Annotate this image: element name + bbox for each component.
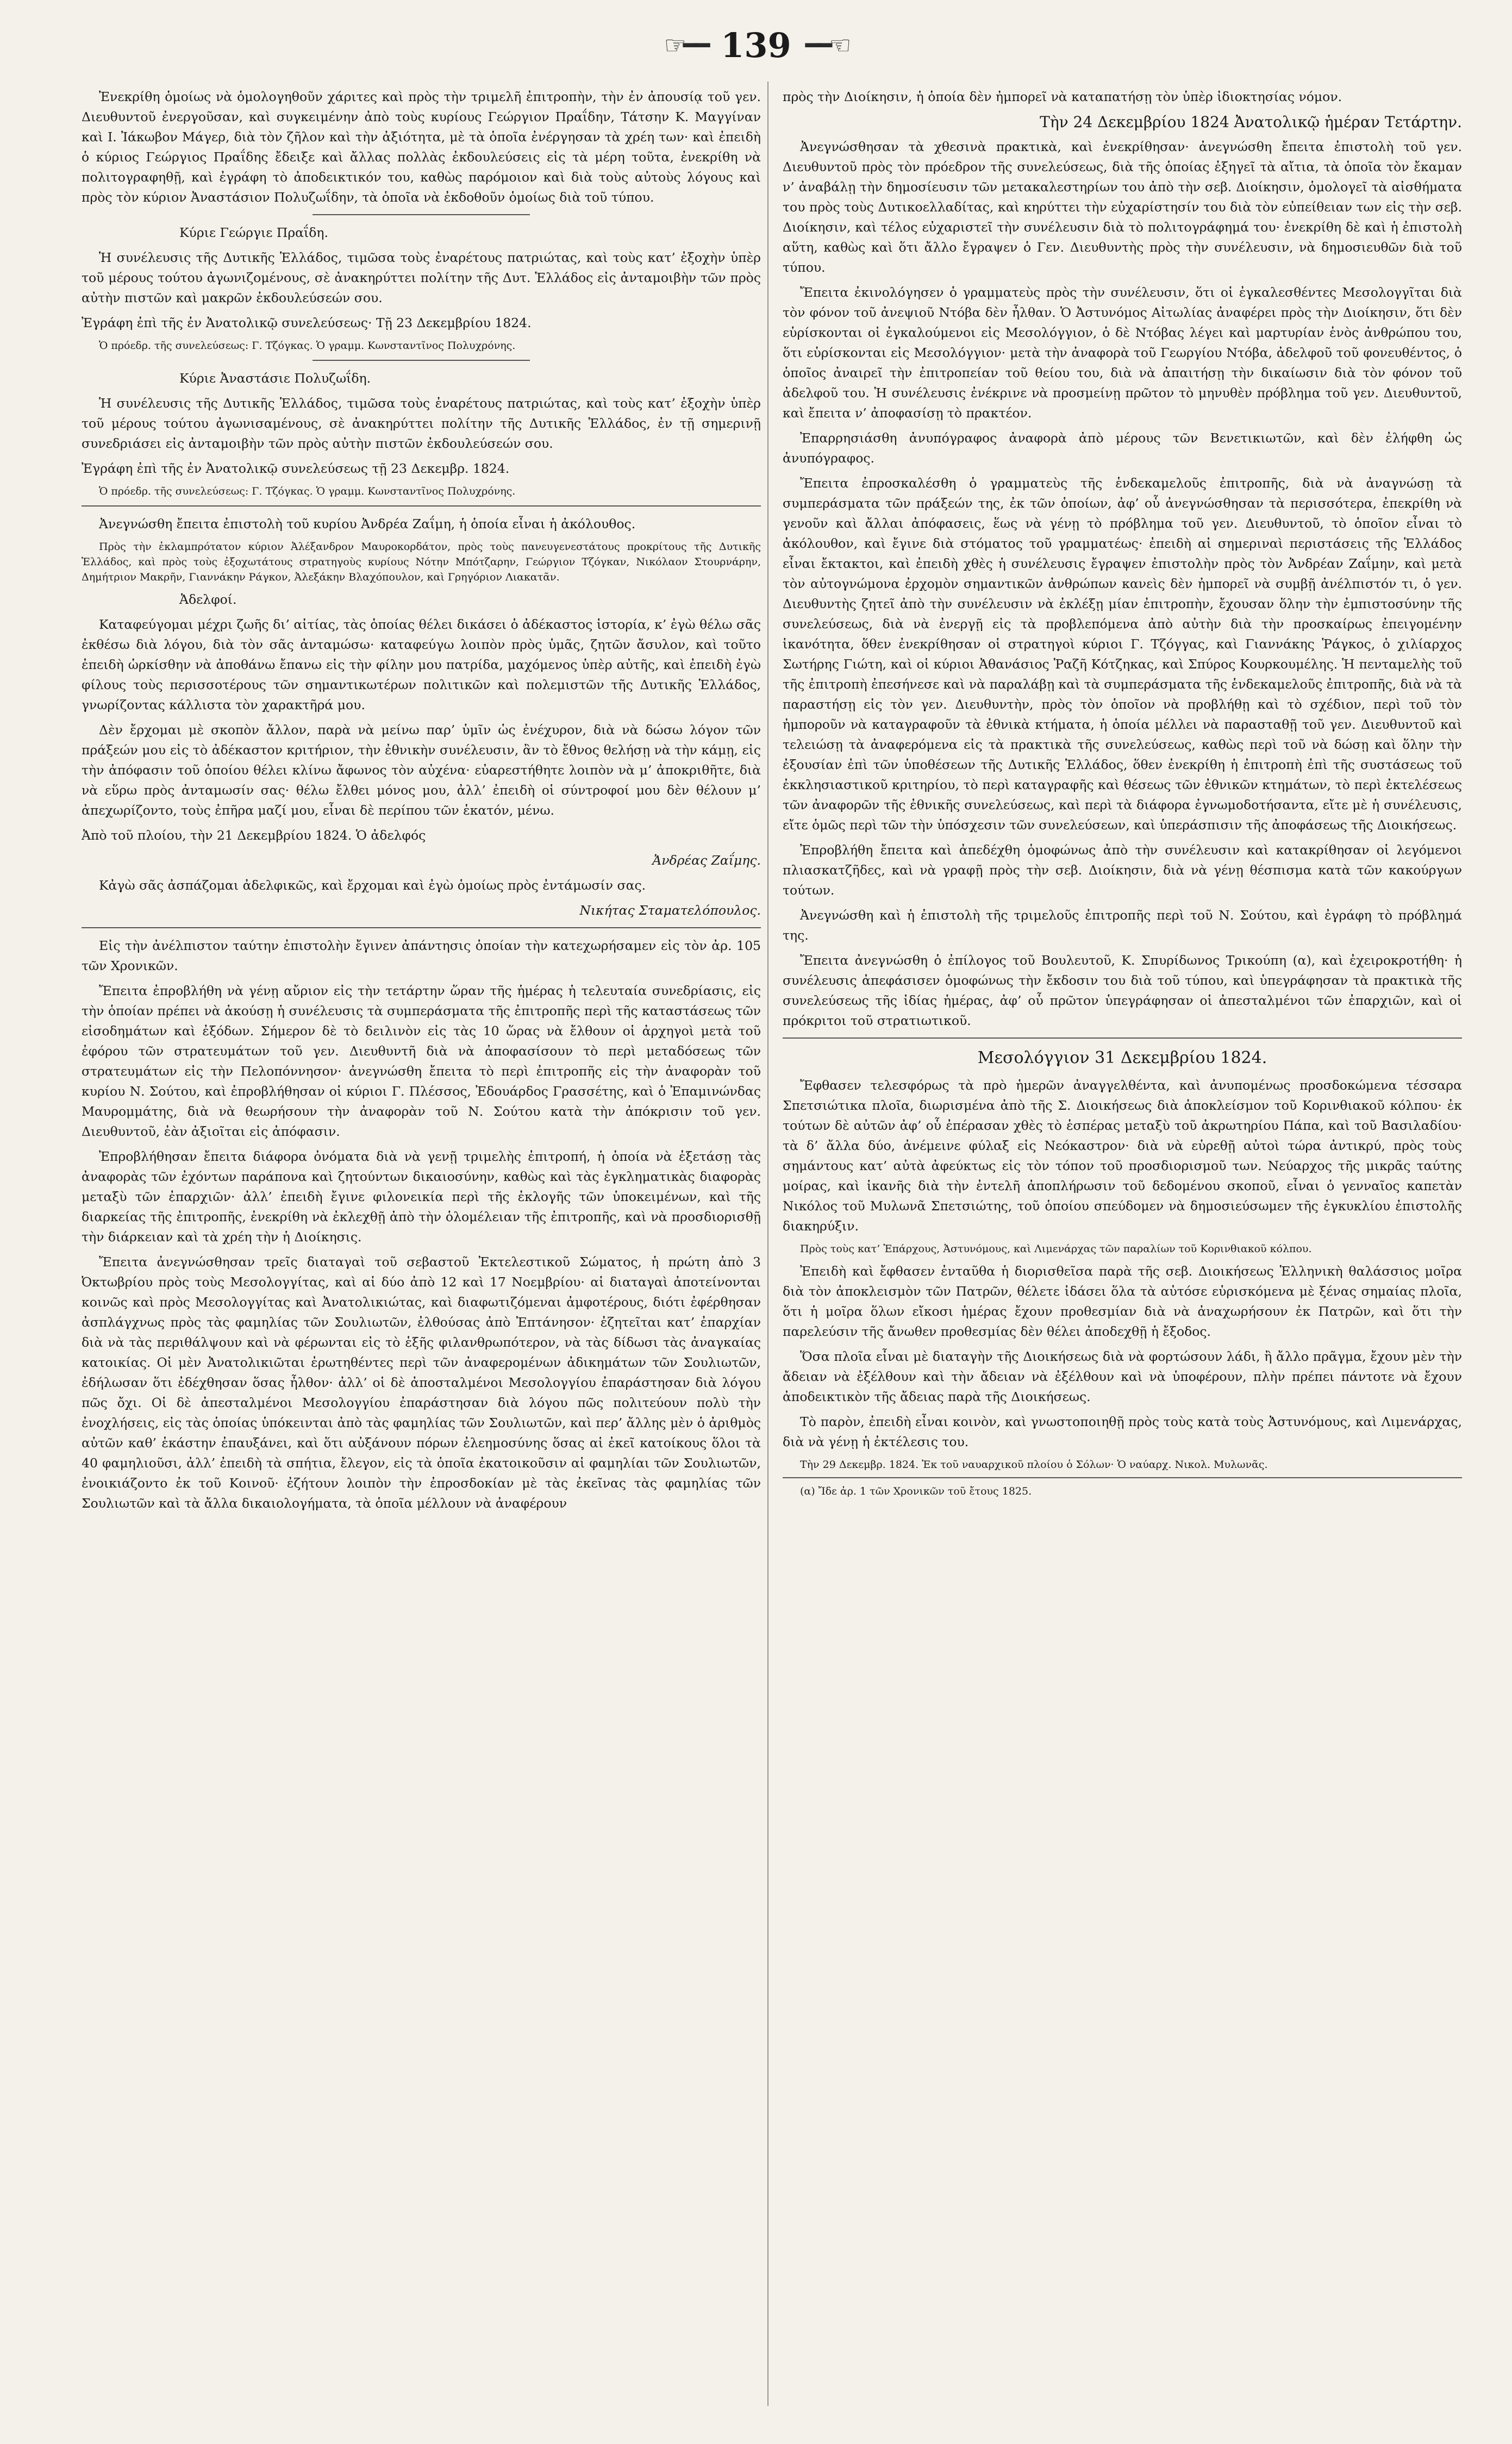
signature-line: Τὴν 29 Δεκεμβρ. 1824. Ἐκ τοῦ ναυαρχικοῦ πλοίου ὁ Σόλων· Ὁ ναύαρχ. Νικολ. Μυλωνᾶς. bbox=[800, 1459, 1268, 1471]
paragraph: Τὸ παρὸν, ἐπειδὴ εἶναι κοινὸν, καὶ γνωστοποιηθῇ πρὸς τοὺς κατὰ τοὺς Ἀστυνόμους, καὶ Λιμενάρχας, διὰ νὰ γένῃ ἡ ἐκτέλεσις του. bbox=[783, 1414, 1462, 1449]
paragraph: Ἔπειτα ἐκινολόγησεν ὁ γραμματεὺς πρὸς τὴν συνέλευσιν, ὅτι οἱ ἐγκαλεσθέντες Μεσολογγῖται διὰ τὸν φόνον τοῦ ἀνεψιοῦ Ντόβα δὲν ἦλθαν. Ὁ Ἀστυνόμος Αἰτωλίας ἀναφέρει πρὸς τὴν Διοίκησιν, ὅτι δὲν εὑρίσκονται οἱ ἐγκαλούμενοι εἰς Μεσολόγγιον, ὁ δὲ Ντόβας λέγει καὶ μαρτυρίαν ἑνὸς ἀνθρώπου του, ὅτι εὑρίσκονται εἰς Μεσολόγγιον· μετὰ τὴν ἀναφορὰ τοῦ Γεωργίου Ντόβα, ἀδελφοῦ τοῦ φονευθέντος, ὁ ὁποῖος ἀναιρεῖ τὴν ἐπιτροπείαν τοῦ θείου του, διὰ νὰ ἀπαιτήσῃ τὴν δικαίωσιν διὰ τὸν φόνον τοῦ ἀδελφοῦ του. Ἡ συνέλευσις ἐνέκρινε νὰ προσμείνῃ πρῶτον τὸ μηνυθὲν πρόβλημα τοῦ γεν. Διευθυντοῦ, καὶ ἔπειτα ν’ ἀποφασίσῃ τὸ πρακτέον. bbox=[783, 285, 1462, 421]
paragraph: Ἔπειτα ἀνεγνώσθη ὁ ἐπίλογος τοῦ Βουλευτοῦ, Κ. Σπυρίδωνος Τρικούπη (α), καὶ ἐχειροκροτήθη· ἡ συνέλευσις ἀπεφάσισεν ὁμοφώνως τὴν ἔκδοσιν του διὰ τοῦ τύπου, καὶ ὑπεγράφησαν τὰ πρακτικὰ τῆς συνελεύσεως τῆς ἰδίας ἡμέρας, ἀφ’ οὗ πρῶτον ὑπεγράφησαν οἱ ἀπεσταλμένοι τῶν ἐπαρχιῶν, καὶ οἱ πρόκριτοι τοῦ στρατιωτικοῦ. bbox=[783, 953, 1462, 1028]
signature-line: Ὁ πρόεδρ. τῆς συνελεύσεως: Γ. Τζόγκας. Ὁ γραμμ. Κωνσταντῖνος Πολυχρόνης. bbox=[99, 485, 516, 497]
paragraph: Ἀνεγνώσθη ἔπειτα ἐπιστολὴ τοῦ κυρίου Ἀνδρέα Ζαΐμη, ἡ ὁποία εἶναι ἡ ἀκόλουθος. bbox=[99, 516, 636, 532]
paragraph: Ἔπειτα ἐπροσκαλέσθη ὁ γραμματεὺς τῆς ἑνδεκαμελοῦς ἐπιτροπῆς, διὰ νὰ ἀναγνώσῃ τὰ συμπεράσματα τῶν πράξεών της, ἐκ τῶν ὁποίων, ἀφ’ οὗ ἀνεγνώσθησαν τὰ περισσότερα, ἐπεκρίθη νὰ γενοῦν καὶ ἄλλαι ἀπόφασεις, ἕως νὰ γένῃ τὸ πρόβλημα τοῦ γεν. Διευθυντοῦ, τὸ ὁποῖον εἶναι τὸ ἀκόλουθον, καὶ ἔγινε διὰ στόματος τοῦ γραμματέως· ἐπειδὴ αἱ σημεριναὶ περιστάσεις τῆς Ἑλλάδος εἶναι ἔκτακτοι, καὶ ἐπειδὴ χθὲς ἡ συνέλευσις ἔγραψεν ἐπιστολὴν πρὸς τὸν Ἀνδρέαν Ζαΐμην, καὶ μετὰ τὸν αὐτογνώμονα ἐρχομὸν σημαντικῶν ἀνθρώπων κανεὶς δὲν ἠμπορεῖ νὰ συμβῇ ἀνέλπιστόν τι, ὁ γεν. Διευθυντὴς ζητεῖ ἀπὸ τὴν συνέλευσιν νὰ ἐκλέξῃ μίαν ἐπιτροπὴν, ἔχουσαν ὅλην τὴν ἐμπιστοσύνην τῆς συνελεύσεως, διὰ νὰ ἐνεργῇ εἰς τὰ προβλεπόμενα ἀπὸ αὐτὴν διὰ τὴν προσκαίρως ἐπειγομένην ἱκανότητα, ὅθεν ἐνεκρίθησαν οἱ στρατηγοὶ κύριοι Γ. Τζόγγας, καὶ Γιαννάκης Ῥάγκος, ὁ χιλίαρχος Σωτήρης Γιώτη, καὶ οἱ κύριοι Ἀθανάσιος Ῥαζῆ Κότζηκας, καὶ Σπύρος Κουρκουμέλης. Ἡ πενταμελὴς τοῦ τῆς ἐπιτροπὴ ἐπεσήνεσε καὶ νὰ παραλάβῃ καὶ τὰ συμπεράσματα τῆς ἑνδεκαμελοῦς ἐπιτροπῆς, διὰ νὰ τὰ παραστήσῃ εἰς τὸν γεν. Διευθυντὴν, πρὸς τὸν ὁποῖον νὰ προβλήθῃ καὶ τὸ σχέδιον, περὶ τοῦ τὸν ἠμποροῦν νὰ καταγραφοῦν τὰ ἐθνικὰ κτήματα, ἡ ὁποία μέλλει νὰ παρασταθῇ τοῦ γεν. Διευθυντοῦ καὶ τελειώσῃ τὰ ἀναφερόμενα εἰς τὰ πρακτικὰ τῆς συνελεύσεως, καθὼς περὶ τοῦ νὰ δώσῃ καὶ ὅλην τὴν ἐξουσίαν ἐπὶ τῶν ὑποθέσεων τῆς Δυτικῆς Ἑλλάδος, ὅθεν ἐνεκρίθη ἡ ἐπιτροπὴ ἐπὶ τῆς συστάσεως τοῦ ἐκκλησιαστικοῦ κριτηρίου, τὸ περὶ καταγραφῆς καὶ θέσεως τῶν ἐθνικῶν κτημάτων, τὸ περὶ ἐκτελέσεως τῶν ἀναφορῶν τῆς ἐθνικῆς συνελεύσεως, καὶ περὶ τὰ διάφορα ἐγνωμοδοτήσαντα, εἴτε μὲ ἡ συνέλευσις, εἴτε ὁμῶς περὶ τῶν τὴν ὑπόσχεσιν τῶν συνελεύσεων, καὶ ὑπεράσπισιν τῆς ἀποφάσεως τῆς Διοικήσεως. bbox=[783, 476, 1462, 833]
paragraph: Ἡ συνέλευσις τῆς Δυτικῆς Ἑλλάδος, τιμῶσα τοὺς ἐναρέτους πατριώτας, καὶ τοὺς κατ’ ἐξοχὴν ὑπὲρ τοῦ μέρους τούτου ἀγωνισαμένους, σὲ ἀνακηρύττει πολίτην τῆς Δυτικῆς Ἑλλάδος, ἐν τῇ σημερινῇ συνεδριάσει εἰς ἀνταμοιβὴν τῶν πρὸς αὐτὴν πιστῶν ἐκδουλεύσεών σου. bbox=[82, 396, 761, 451]
dateline: Τὴν 24 Δεκεμβρίου 1824 Ἀνατολικῷ ἡμέραν Τετάρτην. bbox=[1040, 113, 1462, 131]
paragraph: πρὸς τὴν Διοίκησιν, ἡ ὁποία δὲν ἠμπορεῖ νὰ καταπατήσῃ τὸν ὑπὲρ ἰδιοκτησίας νόμον. bbox=[783, 89, 1342, 104]
salutation: Ἀδελφοί. bbox=[179, 592, 237, 607]
paragraph: Δὲν ἔρχομαι μὲ σκοπὸν ἄλλον, παρὰ νὰ μείνω παρ’ ὑμῖν ὡς ἐνέχυρον, διὰ νὰ δώσω λόγον τῶν πράξεών μου εἰς τὸ ἀδέκαστον κριτήριον, τὴν ἐθνικὴν συνέλευσιν, ἂν τὸ ἔθνος θελήσῃ νὰ τὴν κάμῃ, εἰς τὴν ἀπόφασιν τοῦ ὁποίου θέλει κλίνω ἄφωνος τὸν αὐχένα· εὐαρεστήθητε λοιπὸν νὰ μ’ ἀποκριθῆτε, διὰ νὰ εὕρω πρὸς ἀνταμωσίν σας· θέλω ἔλθει μόνος μου, ἀλλ’ ἐπειδὴ οἱ σύντροφοί μου δὲν θέλουν μ’ ἀπεχωρίζοντο, τοὺς ἐπῆρα μαζί μου, εἶναι δὲ περίπου τῶν ἑκατόν, μένω. bbox=[82, 722, 761, 818]
paragraph: Ἐπροβλήθη ἔπειτα καὶ ἀπεδέχθη ὁμοφώνως ἀπὸ τὴν συνέλευσιν καὶ κατακρίθησαν οἱ λεγόμενοι πλιασκατζῆδες, καὶ νὰ γραφῇ πρὸς τὴν σεβ. Διοίκησιν, διὰ νὰ γένῃ θέσπισμα κατὰ τῶν κακούργων τούτων. bbox=[783, 842, 1462, 898]
separator-rule bbox=[313, 214, 530, 215]
separator-rule bbox=[313, 360, 530, 361]
paragraph: Εἰς τὴν ἀνέλπιστον ταύτην ἐπιστολὴν ἔγινεν ἀπάντησις ὁποίαν τὴν κατεχωρήσαμεν εἰς τὸν ἀρ. 105 τῶν Χρονικῶν. bbox=[82, 938, 761, 973]
paragraph: Ἡ συνέλευσις τῆς Δυτικῆς Ἑλλάδος, τιμῶσα τοὺς ἐναρέτους πατριώτας, καὶ τοὺς κατ’ ἐξοχὴν ὑπὲρ τοῦ μέρους τούτου ἀγωνιζομένους, σὲ ἀνακηρύττει πολίτην τῆς Δυτ. Ἑλλάδος εἰς ἀνταμοιβὴν τῶν πρὸς αὐτὴν πιστῶν καὶ μακρῶν ἐκδουλεύσεών σου. bbox=[82, 250, 761, 305]
paragraph: Ἔφθασεν τελεσφόρως τὰ πρὸ ἡμερῶν ἀναγγελθέντα, καὶ ἀνυπομένως προσδοκώμενα τέσσαρα Σπετσιώτικα πλοῖα, διωρισμένα ἀπὸ τῆς Σ. Διοικήσεως διὰ ἀποκλείσμον τοῦ Κορινθιακοῦ κόλπου· ἐκ τούτων δὲ αὐτῶν ἀφ’ οὗ ἐπέρασαν χθὲς τὸ ἑσπέρας μεταξὺ τοῦ ἀκρωτηρίου Πάπα, καὶ τοῦ Βασιλαδίου· τὰ δ’ ἄλλα δύο, ἀνέμεινε φύλαξ εἰς Νεόκαστρον· διὰ νὰ εὑρεθῇ αὐτοὶ τώρα ἀντικρύ, πρὸς τοὺς σημάντους κατ’ αὐτὰ ἀφεύκτως εἰς τὸν τόπον τοῦ προσδιορισμοῦ των. Νεύαρχος τῆς μικρᾶς ταύτης μοίρας, καὶ ἱκανῆς διὰ τὴν ἐντελῆ ἀποπλήρωσιν τοῦ δεδομένου σκοποῦ, εἶναι ὁ γενναῖος καπετὰν Νικόλος τοῦ Μυλωνᾶ Σπετσιώτης, τοῦ ὁποίου σπεύδομεν νὰ δημοσιεύσωμεν τῆς ἐγκυκλίου ἐπιστολῆς διακηρύξιν. bbox=[783, 1078, 1462, 1234]
paragraph: Ἐπαρρησιάσθη ἀνυπόγραφος ἀναφορὰ ἀπὸ μέρους τῶν Βενετικιωτῶν, καὶ δὲν ἐλήφθη ὡς ἀνυπόγραφος. bbox=[783, 430, 1462, 466]
left-column bbox=[82, 87, 761, 2406]
paragraph: Ἐπειδὴ καὶ ἔφθασεν ἐνταῦθα ἡ διορισθεῖσα παρὰ τῆς σεβ. Διοικήσεως Ἑλληνικὴ θαλάσσιος μοῖρα διὰ τὸν ἀποκλεισμὸν τῶν Πατρῶν, θέλετε ἰδάσει ὅλα τὰ αὐτόσε εὑρισκόμενα μὲ ξένας σημαίας πλοῖα, ὅτι ἡ μοῖρα ὅλων εἴκοσι ἡμέρας ἔχουν προθεσμίαν διὰ νὰ ἀναχωρήσουν ἐκ Πατρῶν, καὶ ὅτι τὴν παρελεύσιν τῆς ἄνωθεν προθεσμίας δὲν θέλει ἀποδεχθῇ ἡ ἔξοδος. bbox=[783, 1264, 1462, 1339]
paragraph: Ὅσα πλοῖα εἶναι μὲ διαταγὴν τῆς Διοικήσεως διὰ νὰ φορτώσουν λάδι, ἢ ἄλλο πρᾶγμα, ἔχουν μὲν τὴν ἄδειαν νὰ ἐξέλθουν καὶ τὴν ἄδειαν νὰ ἐξέλθουν καὶ νὰ ὑποφέρουν, πλὴν πρέπει πάντοτε νὰ ἔχουν ἀποδεικτικὸν τῆς ἄδειας παρὰ τῆς Διοικήσεως. bbox=[783, 1349, 1462, 1404]
separator-rule bbox=[82, 505, 761, 507]
right-ornament-icon: ━━☜ bbox=[805, 30, 848, 60]
paragraph: Ἐπροβλήθησαν ἔπειτα διάφορα ὀνόματα διὰ νὰ γενῇ τριμελὴς ἐπιτροπή, ἡ ὁποία νὰ ἐξετάσῃ τὰς ἀναφορὰς τῶν ἐχόντων παράπονα καὶ ζητούντων δικαιοσύνην, καθὼς καὶ τὰς ἐγκληματικὰς διαφορὰς μεταξὺ τῶν ἐπαρχιῶν· ἀλλ’ ἐπειδὴ ἔγινε φιλονεικία περὶ τῆς ἐκλογῆς τῶν ὑποκειμένων, καὶ τῆς διαρκείας τῆς ἐπιτροπῆς, ἐνεκρίθη νὰ ἐκλεχθῇ ἀπὸ τὴν ὁλομέλειαν τῆς ἐπιτροπῆς, καὶ νὰ προσδιορισθῇ τὴν διάρκειαν καὶ τὰ χρέη τὴν ἡ Διοίκησις. bbox=[82, 1149, 761, 1245]
salutation: Κύριε Ἀναστάσιε Πολυζωΐδη. bbox=[179, 371, 371, 386]
paragraph: Ἔπειτα ἀνεγνώσθησαν τρεῖς διαταγαὶ τοῦ σεβαστοῦ Ἐκτελεστικοῦ Σώματος, ἡ πρώτη ἀπὸ 3 Ὀκτωβρίου πρὸς τοὺς Μεσολογγίτας, καὶ αἱ δύο ἀπὸ 12 καὶ 17 Νοεμβρίου· αἱ διαταγαὶ ἀποτείνονται κοινῶς καὶ πρὸς Μεσολογγίτας καὶ Ἀνατολικιώτας, καὶ διαφωτιζόμεναι ἀμφοτέρους, διότι ἐφέρθησαν ἀσπλάγχνως πρὸς τὰς φαμηλίας τῶν Σουλιωτῶν, ἐλθούσας ἀπὸ Ἐπτάνησον· ἐζητεῖται κατ’ ἐπαρχίαν διὰ νὰ τὰς περιθάλψουν καὶ νὰ φέρωνται εἰς τὸ ἑξῆς φιλανθρωπότερον, νὰ τὰς δίδωσι τὰς ἀναγκαίας κατοικίας. Οἱ μὲν Ἀνατολικιῶται ἐρωτηθέντες περὶ τῶν ἀναφερομένων ἀδικημάτων τῶν Σουλιωτῶν, ἐδήλωσαν ὅτι ἐδέχθησαν ὅσας ἦλθον· ἀλλ’ οἱ δὲ ἀποσταλμένοι Μεσολογγίου ἐπαράστησαν διὰ λόγου πῶς ὄχι. Οἱ δὲ ἀπεσταλμένοι Μεσολογγίου ἐπαράστησαν διὰ λόγου πῶς πολιτεύουν πολὺ τὴν ἐνοχλήσεις, εἰς τὰς ὁποίας ὑπόκεινται ἀπὸ τὰς φαμηλίας τῶν Σουλιωτῶν, καὶ περ’ ἄλλης μὲν ὁ ἀριθμὸς αὐτῶν καθ’ ἑκάστην ἐπαυξάνει, καὶ ὅτι αὐξάνουν πόρων ἐλεημοσύνης ὅσας αἱ ἐκεῖ κατοίκους ὅλοι τὰ 40 φαμηλιοῦσι, ἀλλ’ ἐπειδὴ τὰ σπήτια, ἔλεγον, εἰς τὰ ὁποῖα ἐκατοικοῦσιν αἱ φαμηλίαι τῶν Σουλιωτῶν, ἐνοικιάζοντο ἐκ τοῦ Κοινοῦ· ἐζήτουν λοιπὸν τὴν ἐπροσδοκίαν μὲ τὰς ἐκεῖνας τὰς φαμηλίας τῶν Σουλιωτῶν καὶ τὰ ἄλλα δικαιολογήματα, τὰ ὁποῖα μέλλουν νὰ ἀναφέρουν bbox=[82, 1254, 761, 1511]
salutation: Κύριε Γεώργιε Πραΐδη. bbox=[179, 225, 328, 240]
paragraph: Καταφεύγομαι μέχρι ζωῆς δι’ αἰτίας, τὰς ὁποίας θέλει δικάσει ὁ ἀδέκαστος ἱστορία, κ’ ἐγὼ θέλω σᾶς ἐκθέσω διὰ λόγου, διὰ τὸν σᾶς ἀνταμώσω· καταφεύγω λοιπὸν πρὸς ὑμᾶς, ζητῶν ἄσυλον, καὶ τοῦτο ἐπειδὴ ὡρκίσθην νὰ ἀποθάνω ἔπανω εἰς τὴν φίλην μου πατρίδα, μαχόμενος ὑπὲρ αὐτῆς, καὶ ἐπειδὴ ἐγὼ φίλους τοὺς περισσοτέρους τῶν σημαντικωτέρων πολιτικῶν καὶ πολεμιστῶν τῆς Δυτικῆς Ἑλλάδος, γνωρίζοντας κάλλιστα τὸν χαρακτῆρά μου. bbox=[82, 617, 761, 712]
page-header bbox=[0, 21, 1512, 70]
dateline: Ἐγράφη ἐπὶ τῆς ἐν Ἀνατολικῷ συνελεύσεως· Τῇ 23 Δεκεμβρίου 1824. bbox=[82, 315, 532, 330]
dateline: Ἐγράφη ἐπὶ τῆς ἐν Ἀνατολικῷ συνελεύσεως τῇ 23 Δεκεμβρ. 1824. bbox=[82, 461, 510, 476]
footnote: (α) Ἴδε ἀρ. 1 τῶν Χρονικῶν τοῦ ἔτους 1825. bbox=[783, 1477, 1462, 1499]
left-ornament-icon: ☞━━ bbox=[664, 30, 707, 60]
dateline: Ἀπὸ τοῦ πλοίου, τὴν 21 Δεκεμβρίου 1824. Ὁ ἀδελφός bbox=[82, 828, 426, 843]
signature-line: Ὁ πρόεδρ. τῆς συνελεύσεως: Γ. Τζόγκας. Ὁ γραμμ. Κωνσταντῖνος Πολυχρόνης. bbox=[99, 340, 516, 352]
paragraph: Ἔπειτα ἐπροβλήθη νὰ γένῃ αὔριον εἰς τὴν τετάρτην ὥραν τῆς ἡμέρας ἡ τελευταία συνεδρίασις, εἰς τὴν ὁποίαν πρέπει νὰ ἀκούσῃ ἡ συνέλευσις τὰ συμπεράσματα τῆς ἐπιτροπῆς περὶ τῆς καταστάσεως τῶν εἰσοδημάτων καὶ ἐξόδων. Σήμερον δὲ τὸ δειλινὸν εἰς τὰς 10 ὥρας νὰ ἔλθουν οἱ ἀρχηγοὶ μετὰ τοῦ ἐφόρου τῶν στρατευμάτων τοῦ γεν. Διευθυντῆ διὰ νὰ ἀποφασίσουν τὸ περὶ μεταδόσεως τῶν στρατευμάτων εἰς τὴν Πελοπόννησον· ἀνεγνώσθη ἔπειτα τὸ περὶ ἐπιτροπῆς εἰς τὴν ἀναφορὰν τοῦ κυρίου Ν. Σούτου, καὶ ἐπροβλήθησαν οἱ κύριοι Γ. Πλέσσος, Ἐδουάρδος Γρασσέτης, καὶ ὁ Ἐπαμινώνδας Μαυρομμάτης, διὰ νὰ θεωρήσουν τὴν ἀναφορὰν τοῦ Ν. Σούτου κατὰ τὴν ἀπόκρισιν τοῦ γεν. Διευθυντοῦ, ἐὰν ἀξιοῖται εἰς ἀπόφασιν. bbox=[82, 983, 761, 1139]
paragraph: Ἐνεκρίθη ὁμοίως νὰ ὁμολογηθοῦν χάριτες καὶ πρὸς τὴν τριμελῆ ἐπιτροπὴν, τὴν ἐν ἀπουσίᾳ τοῦ γεν. Διευθυντοῦ ἐνεργοῦσαν, καὶ συγκειμένην ἀπὸ τοὺς κυρίους Γεώργιον Πραΐδην, Τάτσην Κ. Μαγγίναν καὶ Ι. Ἰάκωβον Μάγερ, διὰ τὸν ζῆλον καὶ τὴν ἀξιότητα, μὲ τὰ ὁποῖα ἐνέργησαν τὰ χρέη των· καὶ ἐπειδὴ ὁ κύριος Γεώργιος Πραΐδης ἔδειξε καὶ ἄλλας πολλὰς ἐκδουλεύσεις εἰς τὰ μέρη τοῦτα, ἐνεκρίθη νὰ πολιτογραφηθῇ, καὶ ἐγράφη τὸ ἀποδεικτικόν του, καθὼς παρόμοιον καὶ διὰ τοὺς αὐτοὺς λόγους καὶ πρὸς τὸν κύριον Ἀναστάσιον Πολυζωΐδην, τὰ ὁποῖα νὰ ἐκδοθοῦν ὁμοίως διὰ τοῦ τύπου. bbox=[82, 89, 761, 205]
paragraph: Κἀγὼ σᾶς ἀσπάζομαι ἀδελφικῶς, καὶ ἔρχομαι καὶ ἐγὼ ὁμοίως πρὸς ἐντάμωσίν σας. bbox=[99, 878, 646, 893]
letter-address: Πρὸς τὴν ἐκλαμπρότατον κύριον Ἀλέξανδρον Μαυροκορδάτον, πρὸς τοὺς πανευγενεστάτους προκρίτους τῆς Δυτικῆς Ἑλλάδος, καὶ πρὸς τοὺς ἐξοχωτάτους στρατηγοὺς κυρίους Νότην Μπότζαρην, Γεώργιον Τζόγκαν, Νικόλαον Στουρνάρην, Δημήτριον Μακρῆν, Γιαννάκην Ράγκον, Ἀλεξάκην Βλαχόπουλον, καὶ Γρηγόριον Λιακατᾶν. bbox=[82, 541, 761, 583]
column-divider bbox=[767, 82, 769, 2406]
letter-address: Πρὸς τοὺς κατ’ Ἐπάρχους, Ἀστυνόμους, καὶ Λιμενάρχας τῶν παραλίων τοῦ Κορινθιακοῦ κόλπου. bbox=[800, 1243, 1312, 1255]
separator-rule bbox=[783, 1037, 1462, 1039]
paragraph: Ἀνεγνώσθησαν τὰ χθεσινὰ πρακτικὰ, καὶ ἐνεκρίθησαν· ἀνεγνώσθη ἔπειτα ἐπιστολὴ τοῦ γεν. Διευθυντοῦ πρὸς τὸν πρόεδρον τῆς συνελεύσεως, διὰ τῆς ὁποίας ἐξηγεῖ τὰ αἴτια, τὰ ὁποῖα τὸν ἔκαμαν ν’ ἀναβάλῃ τὴν δημοσίευσιν τῶν μετακαλεστηρίων του ἀπὸ τὴν σεβ. Διοίκησιν, ὁμολογεῖ τὰ αἰσθήματα του πρὸς τοὺς Δυτικοελλαδίτας, καὶ κηρύττει τὴν εὐχαρίστησίν του διὰ τὸν εὐπείθειαν των εἰς τὴν σεβ. Διοίκησιν, καὶ τέλος εὐχαριστεῖ τὴν συνέλευσιν διὰ τὸ πολιτογράφημά του· ἐνεκρίθη δὲ καὶ ἡ ἐπιστολὴ αὕτη, καθὼς καὶ ὅτι ἄλλο ἔγραψεν ὁ Γεν. Διευθυντὴς πρὸς τὴν συνέλευσιν, νὰ δημοσιευθῶν διὰ τοῦ τύπου. bbox=[783, 139, 1462, 275]
paragraph: Ἀνεγνώσθη καὶ ἡ ἐπιστολὴ τῆς τριμελοῦς ἐπιτροπῆς περὶ τοῦ Ν. Σούτου, καὶ ἐγράφη τὸ πρόβλημά της. bbox=[783, 908, 1462, 943]
right-column bbox=[783, 87, 1462, 2406]
signature: Ἀνδρέας Ζαΐμης. bbox=[652, 853, 761, 868]
signature: Νικήτας Σταματελόπουλος. bbox=[579, 903, 761, 918]
separator-rule bbox=[82, 927, 761, 928]
section-heading: Μεσολόγγιον 31 Δεκεμβρίου 1824. bbox=[977, 1048, 1267, 1067]
page-number: 139 bbox=[721, 25, 791, 65]
